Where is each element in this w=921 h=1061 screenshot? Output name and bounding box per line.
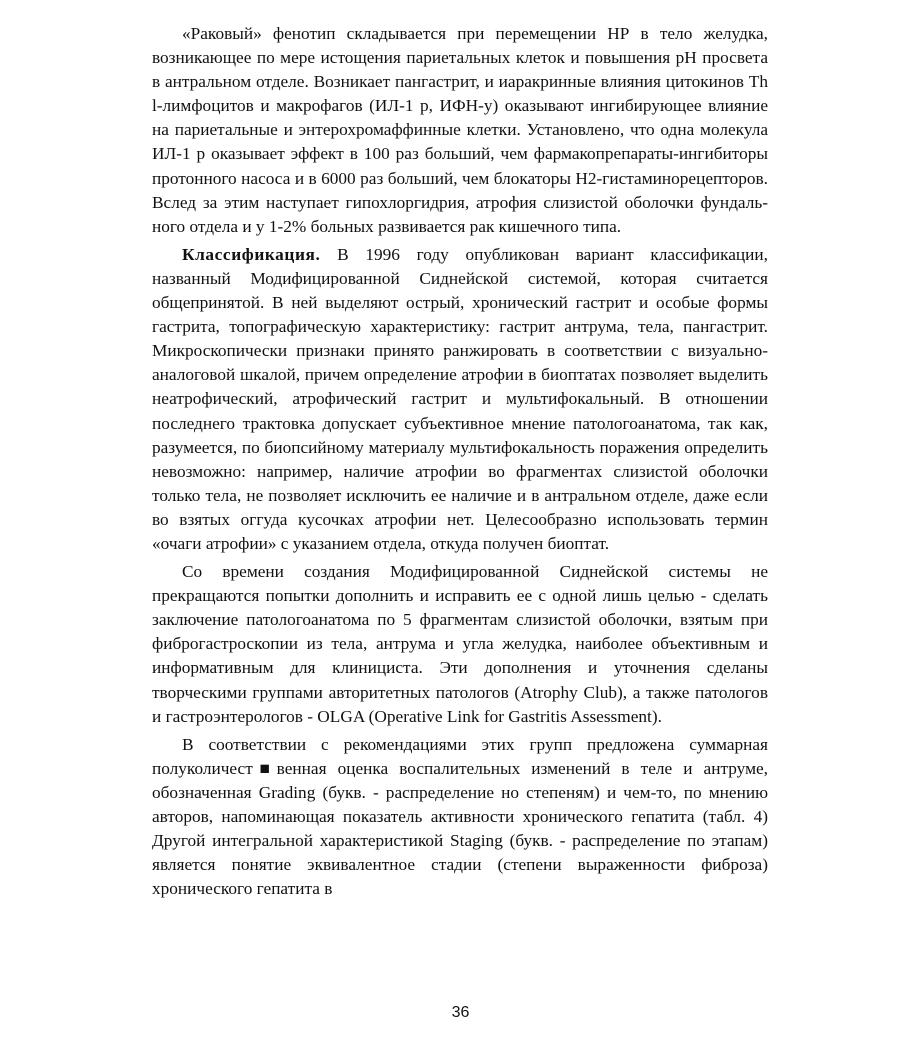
section-heading-classification: Классификация. [182,244,321,264]
paragraph-text: «Раковый» фенотип складывается при перемещении НР в тело желудка, возникающее по мере истощения париетальных клеток и повышения pH просвета в антральном отделе. Возникает пангастрит, и иаракринные влияния цитокинов Th l-лимфоцитов и макрофагов (ИЛ-1 р, ИФН-у) оказывают ингибирующее влияние на париетальные и энтерохромаффинные клетки. Установлено, что одна молекула ИЛ-1 р оказывает эффект в 100 раз больший, чем фармакопрепараты-ингибиторы протонного насоса и в 6000 раз больший, чем блокаторы Н2-гистаминорецепторов. Вслед за этим наступает гипохлоргидрия, атрофия слизистой оболочки фундального отдела и у 1-2% больных развивается рак кишечного типа. [152,24,768,236]
paragraph-text: В соответствии с рекомендациями этих групп предложена суммарная полуколичест■венная оценка воспалительных изменений в теле и антруме, обозначенная Grading (букв. - распределение но степеням) и чем-то, по мнению авторов, напоминающая показатель активности хронического гепатита (табл. 4) Другой интегральной характеристикой Staging (букв. - распределение по этапам) является понятие эквивалентное стадии (степени выраженности фиброза) хронического гепатита в [152,734,768,899]
paragraph-cancer-phenotype [152,22,768,239]
paragraph-grading-staging [152,733,768,902]
paragraph-text: В 1996 году опубликован вариант классификации, названный Модифицированной Сиднейской системой, которая считается общепринятой. В ней выделяют острый, хронический гастрит и особые формы гастрита, топографическую характеристику: гастрит антрума, тела, пангастрит. Микроскопически признаки принято ранжировать в соответствии с визуально-аналоговой шкалой, причем определение атрофии в биоптатах позволяет выделить неатрофический, атрофический гастрит и мультифокальный. В отношении последнего трактовка допускает субъективное мнение патологоанатома, так как, разумеется, по биопсийному материалу мультифокальность поражения определить невозможно: например, наличие атрофии во фрагментах слизистой оболочки только тела, не позволяет исключить ее наличие и в антральном отделе, даже если во взятых оггуда кусочках атрофии нет. Целесообразно использовать термин «очаги атрофии» с указанием отдела, откуда получен биоптат. [152,244,768,553]
paragraph-classification [152,243,768,556]
page-number: 36 [451,1004,470,1021]
body-text [152,22,768,905]
paragraph-text: Со времени создания Модифицированной Сиднейской системы не прекращаются попытки дополнить и исправить ее с одной лишь целью - сделать заключение патологоанатома по 5 фрагментам слизистой оболочки, взятым при фиброгастроскопии из тела, антрума и угла желудка, наиболее объективным и информативным для клинициста. Эти дополнения и уточнения сделаны творческими группами авторитетных патологов (Atrophy Club), а также патологов и гастроэнтерологов - OLGA (Operative Link for Gastritis Assessment). [152,562,768,726]
paragraph-sydney-system-additions [152,560,768,729]
